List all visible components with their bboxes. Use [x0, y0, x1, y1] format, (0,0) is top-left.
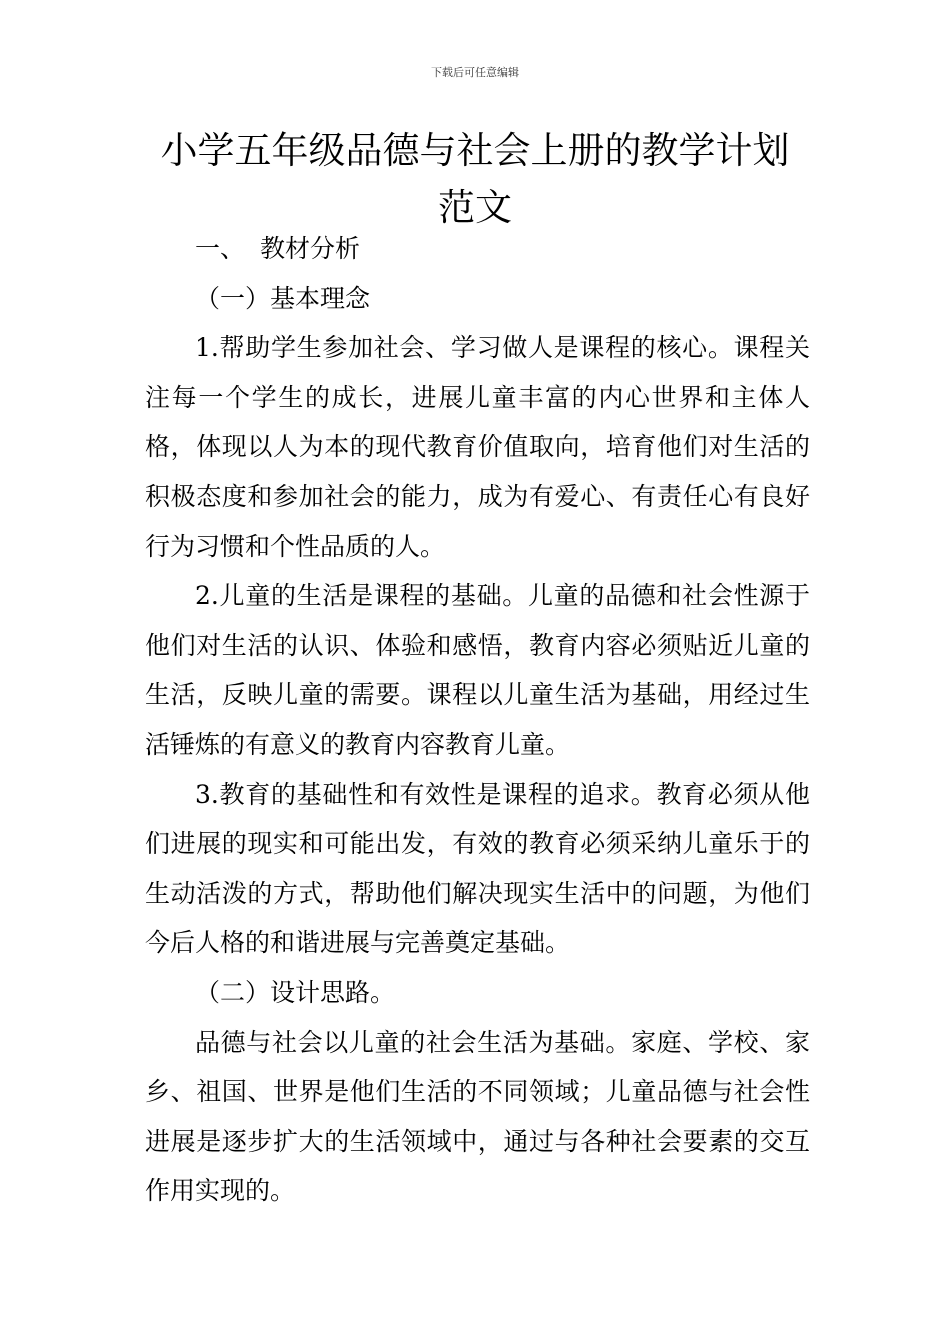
paragraph-2: 2.儿童的生活是课程的基础。儿童的品德和社会性源于他们对生活的认识、体验和感悟，教育内容必须贴近儿童的生活，反映儿童的需要。课程以儿童生活为基础，用经过生活锤炼的有意义的教育内容教育儿童。	[145, 581, 810, 759]
paragraph-1: 1.帮助学生参加社会、学习做人是课程的核心。课程关注每一个学生的成长，进展儿童丰富的内心世界和主体人格，体现以人为本的现代教育价值取向，培育他们对生活的积极态度和参加社会的能力，成为有爱心、有责任心有良好行为习惯和个性品质的人。	[145, 333, 810, 561]
document-title: 小学五年级品德与社会上册的教学计划范文	[160, 129, 790, 229]
section-number: 一、	[195, 234, 246, 263]
paragraph-4: 品德与社会以儿童的社会生活为基础。家庭、学校、家乡、祖国、世界是他们生活的不同领域；儿童品德与社会性进展是逐步扩大的生活领域中，通过与各种社会要素的交互作用实现的。	[145, 1027, 810, 1206]
paragraph-3: 3.教育的基础性和有效性是课程的追求。教育必须从他们进展的现实和可能出发，有效的教育必须采纳儿童乐于的生动活泼的方式，帮助他们解决现实生活中的问题，为他们今后人格的和谐进展与完善奠定基础。	[145, 779, 810, 958]
subsection-heading-2: （二）设计思路。	[195, 977, 396, 1007]
section-label: 教材分析	[260, 234, 361, 263]
header-note: 下载后可任意编辑	[431, 66, 519, 79]
section-heading	[145, 224, 810, 274]
subsection-heading-1: （一）基本理念	[195, 283, 371, 313]
document-body	[145, 224, 810, 1216]
